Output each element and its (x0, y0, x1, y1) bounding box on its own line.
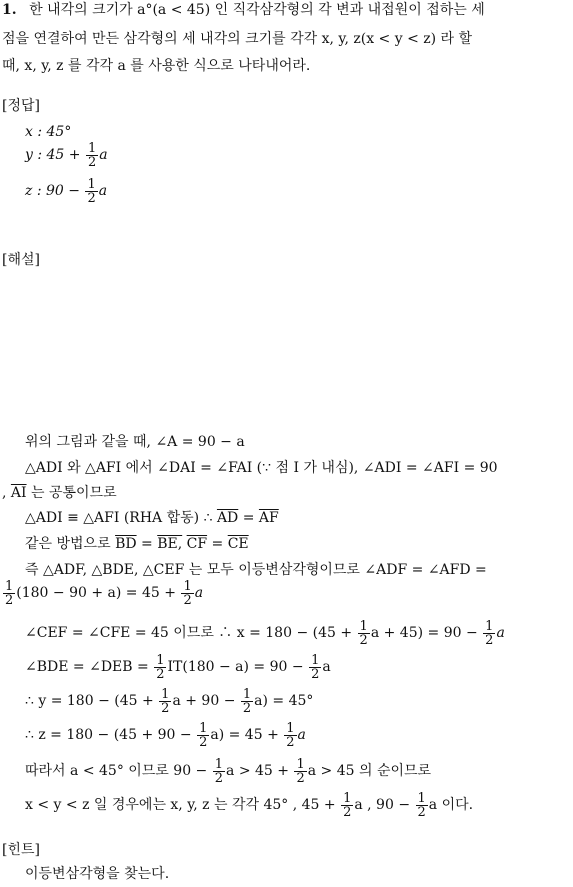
solution-text: ∴ z = 180 − (45 + 90 − (25, 727, 192, 743)
segment-ai: $\overline{AI}$ (10, 485, 27, 501)
segment-be: BE, (157, 536, 183, 552)
solution-text: a 이다. (428, 797, 474, 813)
answer-x: x : 45° (25, 124, 72, 140)
fraction-half (341, 792, 353, 819)
fraction-half (483, 620, 495, 647)
comma: , (2, 485, 7, 501)
solution-text: a > 45 + (226, 763, 290, 779)
var-a: a (98, 183, 108, 199)
hint-heading: [힌트] (2, 842, 40, 858)
solution-line-5a: 즉 △ADF, △BDE, △CEF 는 모두 이등변삼각형이므로 ∠ADF = ∠AFD = (25, 562, 487, 578)
solution-text: (180 − 90 + a) = 45 + (16, 585, 176, 601)
hint-text: 이등변삼각형을 찾는다. (25, 866, 170, 882)
frac-den: 2 (183, 592, 192, 608)
segment-cf: $\overline{CF}$ (186, 536, 208, 552)
frac-num: 1 (199, 720, 208, 736)
fraction-half (284, 722, 296, 749)
frac-den: 2 (242, 700, 252, 716)
solution-line-8 (25, 686, 313, 716)
fraction-half (85, 178, 97, 205)
answer-y (25, 140, 108, 170)
solution-text: △ADI ≡ △AFI (RHA 합동) ∴ (25, 510, 213, 526)
solution-text: a + 45) = 90 − (370, 625, 478, 641)
frac-num: 1 (156, 652, 165, 668)
figure-area (20, 280, 560, 428)
fraction-half (154, 654, 166, 681)
frac-den: 2 (359, 632, 368, 648)
answer-z (25, 176, 107, 206)
solution-line-4 (25, 534, 249, 554)
fraction-half (294, 758, 306, 785)
fraction-half (309, 654, 321, 681)
solution-line-10 (25, 756, 431, 786)
var-a: a (297, 727, 306, 743)
frac-den: 2 (5, 592, 14, 608)
solution-text: a , 90 − (354, 797, 411, 813)
solution-text: IT(180 − a) = 90 − (167, 659, 304, 675)
frac-num: 1 (343, 790, 352, 806)
frac-num: 1 (286, 720, 295, 736)
solution-line-11 (25, 790, 473, 820)
solution-line-7 (25, 652, 331, 682)
segment-bd: $\overline{BD}$ (115, 536, 137, 552)
segment-ad: $\overline{AD}$ (216, 510, 239, 526)
frac-num: 1 (359, 618, 368, 634)
fraction-half (3, 580, 15, 607)
frac-den: 2 (417, 804, 426, 820)
problem-text-2: 점을 연결하여 만든 삼각형의 세 내각의 크기를 각각 x, y, z(x < y < z) 라 할 (2, 31, 473, 47)
answer-heading: [정답] (2, 98, 40, 114)
solution-line-3 (25, 508, 279, 528)
var-a: a (496, 625, 505, 641)
solution-line-9 (25, 720, 306, 750)
solution-text: ∠CEF = ∠CFE = 45 이므로 ∴ x = 180 − (45 + (25, 625, 353, 641)
var-a: a (99, 147, 108, 163)
frac-den: 2 (296, 770, 305, 786)
solution-text: a + 90 − (172, 693, 236, 709)
frac-den: 2 (156, 666, 165, 682)
var-a: a (194, 585, 204, 601)
solution-text: a) = 45° (254, 693, 314, 709)
equals: = (211, 536, 224, 552)
frac-den: 2 (343, 804, 352, 820)
fraction-half (159, 688, 171, 715)
frac-num: 1 (417, 790, 426, 806)
frac-num: 1 (87, 176, 96, 192)
solution-heading: [해설] (2, 252, 40, 268)
frac-num: 1 (296, 756, 305, 772)
frac-den: 2 (214, 770, 224, 786)
fraction-half (86, 142, 98, 169)
problem-text-1: 한 내각의 크기가 a°(a < 45) 인 직각삼각형의 각 변과 내접원이 접하는 세 (29, 2, 485, 18)
problem-number: 1. (2, 2, 17, 18)
fraction-half (241, 688, 253, 715)
answer-y-prefix: y : 45 + (25, 147, 81, 163)
solution-text: 따라서 a < 45° 이므로 90 − (25, 763, 208, 779)
solution-line-6 (25, 618, 505, 648)
solution-text: 는 공통이므로 (31, 485, 117, 501)
solution-line-2b (2, 483, 117, 503)
solution-text: ∠BDE = ∠DEB = (25, 659, 149, 675)
frac-num: 1 (161, 686, 170, 702)
solution-text: 같은 방법으로 (25, 536, 111, 552)
fraction-half (181, 580, 193, 607)
solution-line-5b (2, 578, 203, 608)
frac-den: 2 (199, 734, 208, 750)
fraction-half (213, 758, 225, 785)
frac-den: 2 (161, 700, 170, 716)
segment-af: $\overline{AF}$ (258, 510, 279, 526)
solution-text: ∴ y = 180 − (45 + (25, 693, 154, 709)
solution-text: x < y < z 일 경우에는 x, y, z 는 각각 45° , 45 + (25, 797, 336, 813)
frac-num: 1 (485, 618, 494, 634)
frac-den: 2 (87, 190, 96, 206)
solution-text: a (322, 659, 331, 675)
frac-num: 1 (311, 652, 320, 668)
frac-num: 1 (5, 578, 14, 594)
frac-den: 2 (311, 666, 320, 682)
solution-line-1: 위의 그림과 같을 때, ∠A = 90 − a (25, 434, 245, 450)
solution-text: a) = 45 + (210, 727, 279, 743)
solution-line-2a: △ADI 와 △AFI 에서 ∠DAI = ∠FAI (∵ 점 I 가 내심), ∠ADI = ∠AFI = 90 (25, 460, 498, 476)
frac-num: 1 (242, 686, 252, 702)
problem-line-1 (2, 0, 485, 20)
frac-num: 1 (87, 140, 97, 156)
problem-text-3: 때, x, y, z 를 각각 a 를 사용한 식으로 나타내어라. (2, 58, 311, 74)
frac-den: 2 (286, 734, 295, 750)
solution-text: a > 45 의 순이므로 (307, 763, 432, 779)
frac-num: 1 (214, 756, 224, 772)
fraction-half (358, 620, 370, 647)
fraction-half (416, 792, 428, 819)
frac-den: 2 (87, 154, 97, 170)
equals: = (141, 536, 153, 552)
equals: = (242, 510, 255, 526)
fraction-half (197, 722, 209, 749)
frac-num: 1 (183, 578, 192, 594)
answer-z-prefix: z : 90 − (25, 183, 80, 199)
frac-den: 2 (485, 632, 494, 648)
segment-ce: $\overline{CE}$ (227, 536, 249, 552)
